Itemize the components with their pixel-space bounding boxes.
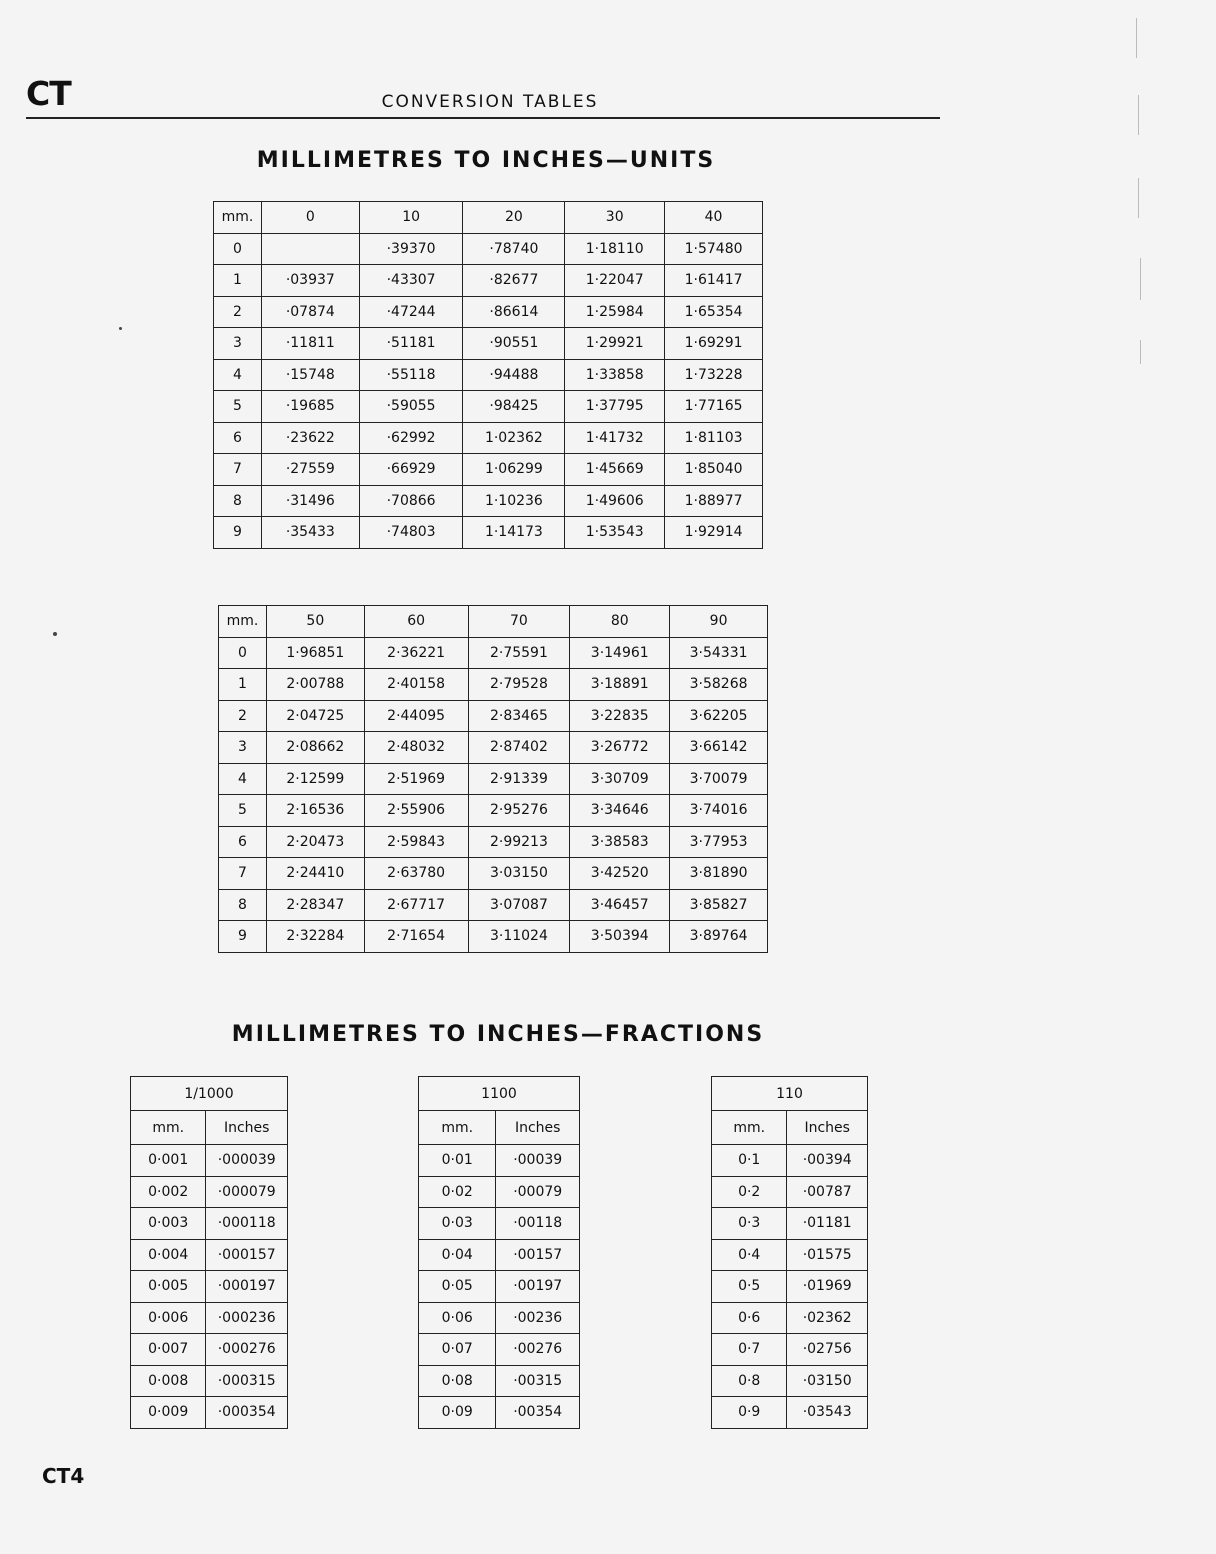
- mm-cell: 0·04: [419, 1239, 496, 1271]
- inch-value-cell: ·86614: [463, 296, 565, 328]
- table-row: [131, 1397, 288, 1429]
- inch-value-cell: ·78740: [463, 233, 565, 265]
- mm-cell: 0·3: [712, 1208, 787, 1240]
- section-code: CT: [26, 74, 71, 113]
- mm-cell: 0·002: [131, 1176, 206, 1208]
- mm-cell: 7: [214, 454, 262, 486]
- inch-value-cell: 2·55906: [364, 795, 468, 827]
- inch-value-cell: 1·22047: [565, 265, 665, 297]
- inch-value-cell: ·98425: [463, 391, 565, 423]
- mm-cell: 0·006: [131, 1302, 206, 1334]
- inch-value-cell: ·59055: [359, 391, 463, 423]
- inch-value-cell: ·00394: [787, 1145, 868, 1177]
- inch-value-cell: 3·14961: [570, 637, 670, 669]
- column-header: 50: [266, 606, 364, 638]
- inch-value-cell: 1·69291: [665, 328, 763, 360]
- scan-margin-mark: [1138, 95, 1139, 135]
- mm-cell: 0: [219, 637, 267, 669]
- inch-value-cell: ·11811: [261, 328, 359, 360]
- column-header-inches: Inches: [787, 1111, 868, 1145]
- inch-value-cell: 2·36221: [364, 637, 468, 669]
- table-row: [131, 1239, 288, 1271]
- mm-cell: 7: [219, 858, 267, 890]
- mm-cell: 0·7: [712, 1334, 787, 1366]
- inch-value-cell: 3·77953: [670, 826, 768, 858]
- inch-value-cell: ·000236: [206, 1302, 288, 1334]
- inch-value-cell: 3·34646: [570, 795, 670, 827]
- mm-cell: 2: [219, 700, 267, 732]
- inch-value-cell: ·62992: [359, 422, 463, 454]
- inch-value-cell: 1·88977: [665, 485, 763, 517]
- mm-cell: 0·4: [712, 1239, 787, 1271]
- column-header: 60: [364, 606, 468, 638]
- running-title: CONVERSION TABLES: [381, 92, 599, 112]
- units-table-50-90: [218, 605, 768, 953]
- table-row: [131, 1271, 288, 1303]
- fraction-table-hundredths: [418, 1076, 580, 1429]
- inch-value-cell: ·23622: [261, 422, 359, 454]
- inch-value-cell: ·00236: [496, 1302, 580, 1334]
- mm-cell: 3: [219, 732, 267, 764]
- inch-value-cell: 2·75591: [468, 637, 570, 669]
- inch-value-cell: 3·03150: [468, 858, 570, 890]
- inch-value-cell: ·51181: [359, 328, 463, 360]
- header-row: [214, 202, 763, 234]
- inch-value-cell: 1·10236: [463, 485, 565, 517]
- inch-value-cell: ·00118: [496, 1208, 580, 1240]
- inch-value-cell: 1·57480: [665, 233, 763, 265]
- column-header-inches: Inches: [496, 1111, 580, 1145]
- inch-value-cell: 1·06299: [463, 454, 565, 486]
- column-header: 0: [261, 202, 359, 234]
- column-header: 30: [565, 202, 665, 234]
- table-row: [131, 1334, 288, 1366]
- table-row: [712, 1365, 868, 1397]
- inch-value-cell: ·31496: [261, 485, 359, 517]
- inch-value-cell: ·07874: [261, 296, 359, 328]
- table-row: [419, 1239, 580, 1271]
- mm-cell: 0·07: [419, 1334, 496, 1366]
- inch-value-cell: 1·49606: [565, 485, 665, 517]
- scan-margin-mark: [1140, 340, 1141, 364]
- scan-speck: [119, 327, 122, 330]
- table-row: [131, 1302, 288, 1334]
- table-row: [131, 1176, 288, 1208]
- inch-value-cell: ·19685: [261, 391, 359, 423]
- inch-value-cell: 2·04725: [266, 700, 364, 732]
- units-table-0-40: [213, 201, 763, 549]
- table-row: [712, 1334, 868, 1366]
- inch-value-cell: ·70866: [359, 485, 463, 517]
- mm-cell: 0·007: [131, 1334, 206, 1366]
- inch-value-cell: 1·14173: [463, 517, 565, 549]
- inch-value-cell: 1·85040: [665, 454, 763, 486]
- inch-value-cell: ·000039: [206, 1145, 288, 1177]
- inch-value-cell: 2·83465: [468, 700, 570, 732]
- mm-cell: 0·09: [419, 1397, 496, 1429]
- inch-value-cell: ·00039: [496, 1145, 580, 1177]
- table-row: [419, 1145, 580, 1177]
- table-row: [419, 1397, 580, 1429]
- inch-value-cell: 3·18891: [570, 669, 670, 701]
- mm-cell: 0·6: [712, 1302, 787, 1334]
- mm-cell: 0·5: [712, 1271, 787, 1303]
- inch-value-cell: ·39370: [359, 233, 463, 265]
- inch-value-cell: 2·91339: [468, 763, 570, 795]
- header-row: [712, 1111, 868, 1145]
- page-number: CT4: [42, 1464, 85, 1488]
- inch-value-cell: ·03150: [787, 1365, 868, 1397]
- table-row: [214, 296, 763, 328]
- column-header: 40: [665, 202, 763, 234]
- inch-value-cell: 2·08662: [266, 732, 364, 764]
- inch-value-cell: 2·71654: [364, 921, 468, 953]
- table-row: [419, 1271, 580, 1303]
- mm-cell: 0·06: [419, 1302, 496, 1334]
- inch-value-cell: ·000079: [206, 1176, 288, 1208]
- inch-value-cell: ·00276: [496, 1334, 580, 1366]
- inch-value-cell: 3·58268: [670, 669, 768, 701]
- mm-cell: 0·1: [712, 1145, 787, 1177]
- inch-value-cell: ·66929: [359, 454, 463, 486]
- header-row: [131, 1111, 288, 1145]
- table-row: [419, 1365, 580, 1397]
- table-row: [219, 732, 768, 764]
- inch-value-cell: 2·24410: [266, 858, 364, 890]
- inch-value-cell: 1·25984: [565, 296, 665, 328]
- inch-value-cell: ·00197: [496, 1271, 580, 1303]
- inch-value-cell: ·01181: [787, 1208, 868, 1240]
- table-row: [219, 763, 768, 795]
- inch-value-cell: 2·48032: [364, 732, 468, 764]
- inch-value-cell: ·02756: [787, 1334, 868, 1366]
- table-row: [419, 1208, 580, 1240]
- inch-value-cell: ·00157: [496, 1239, 580, 1271]
- inch-value-cell: ·01969: [787, 1271, 868, 1303]
- mm-cell: 0·003: [131, 1208, 206, 1240]
- inch-value-cell: 1·81103: [665, 422, 763, 454]
- fraction-caption: 110: [712, 1077, 868, 1111]
- inch-value-cell: ·000118: [206, 1208, 288, 1240]
- inch-value-cell: ·55118: [359, 359, 463, 391]
- inch-value-cell: 1·65354: [665, 296, 763, 328]
- inch-value-cell: 3·26772: [570, 732, 670, 764]
- header-row: [219, 606, 768, 638]
- inch-value-cell: 2·40158: [364, 669, 468, 701]
- table-row: [214, 422, 763, 454]
- inch-value-cell: 3·11024: [468, 921, 570, 953]
- inch-value-cell: 1·77165: [665, 391, 763, 423]
- inch-value-cell: 2·87402: [468, 732, 570, 764]
- inch-value-cell: ·35433: [261, 517, 359, 549]
- column-header-mm: mm.: [131, 1111, 206, 1145]
- units-heading: MILLIMETRES TO INCHES—UNITS: [256, 148, 716, 173]
- mm-cell: 4: [214, 359, 262, 391]
- caption-row: [419, 1077, 580, 1111]
- mm-cell: 0·004: [131, 1239, 206, 1271]
- table-row: [214, 454, 763, 486]
- mm-cell: 0·9: [712, 1397, 787, 1429]
- inch-value-cell: 3·46457: [570, 889, 670, 921]
- inch-value-cell: ·90551: [463, 328, 565, 360]
- mm-cell: 8: [214, 485, 262, 517]
- inch-value-cell: 2·00788: [266, 669, 364, 701]
- inch-value-cell: ·00079: [496, 1176, 580, 1208]
- caption-row: [131, 1077, 288, 1111]
- inch-value-cell: 2·20473: [266, 826, 364, 858]
- table-row: [712, 1239, 868, 1271]
- inch-value-cell: 2·59843: [364, 826, 468, 858]
- column-header: 90: [670, 606, 768, 638]
- inch-value-cell: ·02362: [787, 1302, 868, 1334]
- inch-value-cell: 1·18110: [565, 233, 665, 265]
- mm-cell: 0·03: [419, 1208, 496, 1240]
- mm-cell: 6: [214, 422, 262, 454]
- mm-cell: 1: [214, 265, 262, 297]
- inch-value-cell: ·94488: [463, 359, 565, 391]
- inch-value-cell: 2·99213: [468, 826, 570, 858]
- fraction-table-tenths: [711, 1076, 868, 1429]
- scan-margin-mark: [1136, 18, 1137, 58]
- table-row: [419, 1334, 580, 1366]
- scan-speck: [53, 632, 57, 636]
- fractions-heading: MILLIMETRES TO INCHES—FRACTIONS: [231, 1022, 765, 1047]
- inch-value-cell: ·03937: [261, 265, 359, 297]
- inch-value-cell: 2·16536: [266, 795, 364, 827]
- mm-cell: 4: [219, 763, 267, 795]
- inch-value-cell: 3·22835: [570, 700, 670, 732]
- mm-cell: 0·02: [419, 1176, 496, 1208]
- mm-cell: 1: [219, 669, 267, 701]
- inch-value-cell: ·00787: [787, 1176, 868, 1208]
- inch-value-cell: 1·02362: [463, 422, 565, 454]
- inch-value-cell: 1·29921: [565, 328, 665, 360]
- inch-value-cell: ·000354: [206, 1397, 288, 1429]
- table-row: [214, 391, 763, 423]
- inch-value-cell: 2·95276: [468, 795, 570, 827]
- scan-margin-mark: [1140, 258, 1141, 300]
- table-row: [712, 1208, 868, 1240]
- table-row: [214, 517, 763, 549]
- inch-value-cell: 1·61417: [665, 265, 763, 297]
- inch-value-cell: 3·89764: [670, 921, 768, 953]
- fraction-caption: 1100: [419, 1077, 580, 1111]
- header-rule: [26, 117, 940, 119]
- mm-cell: 0·008: [131, 1365, 206, 1397]
- mm-cell: 0·2: [712, 1176, 787, 1208]
- caption-row: [712, 1077, 868, 1111]
- mm-cell: 5: [219, 795, 267, 827]
- inch-value-cell: ·000157: [206, 1239, 288, 1271]
- inch-value-cell: ·000315: [206, 1365, 288, 1397]
- column-header: mm.: [219, 606, 267, 638]
- table-row: [712, 1145, 868, 1177]
- mm-cell: 5: [214, 391, 262, 423]
- inch-value-cell: 2·79528: [468, 669, 570, 701]
- inch-value-cell: 3·81890: [670, 858, 768, 890]
- table-row: [219, 826, 768, 858]
- mm-cell: 2: [214, 296, 262, 328]
- mm-cell: 6: [219, 826, 267, 858]
- inch-value-cell: ·01575: [787, 1239, 868, 1271]
- inch-value-cell: ·27559: [261, 454, 359, 486]
- column-header: 70: [468, 606, 570, 638]
- inch-value-cell: 2·32284: [266, 921, 364, 953]
- table-row: [131, 1145, 288, 1177]
- column-header: 20: [463, 202, 565, 234]
- inch-value-cell: 3·30709: [570, 763, 670, 795]
- mm-cell: 0·05: [419, 1271, 496, 1303]
- table-row: [419, 1302, 580, 1334]
- mm-cell: 0·009: [131, 1397, 206, 1429]
- inch-value-cell: ·82677: [463, 265, 565, 297]
- inch-value-cell: 1·41732: [565, 422, 665, 454]
- inch-value-cell: 3·38583: [570, 826, 670, 858]
- inch-value-cell: [261, 233, 359, 265]
- fraction-caption: 1/1000: [131, 1077, 288, 1111]
- table-row: [219, 889, 768, 921]
- table-row: [131, 1365, 288, 1397]
- fraction-table-thousandths: [130, 1076, 288, 1429]
- inch-value-cell: 2·28347: [266, 889, 364, 921]
- mm-cell: 0·01: [419, 1145, 496, 1177]
- mm-cell: 9: [219, 921, 267, 953]
- inch-value-cell: 1·37795: [565, 391, 665, 423]
- table-row: [219, 700, 768, 732]
- inch-value-cell: 3·85827: [670, 889, 768, 921]
- inch-value-cell: 1·53543: [565, 517, 665, 549]
- mm-cell: 9: [214, 517, 262, 549]
- inch-value-cell: 2·63780: [364, 858, 468, 890]
- header-row: [419, 1111, 580, 1145]
- inch-value-cell: 3·07087: [468, 889, 570, 921]
- inch-value-cell: 2·51969: [364, 763, 468, 795]
- column-header: 10: [359, 202, 463, 234]
- inch-value-cell: ·00354: [496, 1397, 580, 1429]
- table-row: [219, 669, 768, 701]
- mm-cell: 0: [214, 233, 262, 265]
- table-row: [219, 637, 768, 669]
- inch-value-cell: 1·92914: [665, 517, 763, 549]
- mm-cell: 0·08: [419, 1365, 496, 1397]
- table-row: [131, 1208, 288, 1240]
- table-row: [712, 1302, 868, 1334]
- table-row: [712, 1271, 868, 1303]
- mm-cell: 0·001: [131, 1145, 206, 1177]
- inch-value-cell: 3·70079: [670, 763, 768, 795]
- table-row: [219, 858, 768, 890]
- inch-value-cell: 2·44095: [364, 700, 468, 732]
- inch-value-cell: 2·12599: [266, 763, 364, 795]
- table-row: [214, 328, 763, 360]
- table-row: [712, 1397, 868, 1429]
- inch-value-cell: 2·67717: [364, 889, 468, 921]
- column-header: 80: [570, 606, 670, 638]
- table-row: [219, 795, 768, 827]
- inch-value-cell: ·00315: [496, 1365, 580, 1397]
- inch-value-cell: 3·54331: [670, 637, 768, 669]
- mm-cell: 3: [214, 328, 262, 360]
- inch-value-cell: 3·62205: [670, 700, 768, 732]
- inch-value-cell: 1·33858: [565, 359, 665, 391]
- inch-value-cell: ·74803: [359, 517, 463, 549]
- scan-margin-mark: [1138, 178, 1139, 218]
- table-row: [219, 921, 768, 953]
- inch-value-cell: ·03543: [787, 1397, 868, 1429]
- mm-cell: 0·005: [131, 1271, 206, 1303]
- table-row: [214, 233, 763, 265]
- inch-value-cell: 1·73228: [665, 359, 763, 391]
- inch-value-cell: 1·45669: [565, 454, 665, 486]
- table-row: [214, 485, 763, 517]
- mm-cell: 0·8: [712, 1365, 787, 1397]
- column-header-mm: mm.: [419, 1111, 496, 1145]
- table-row: [214, 265, 763, 297]
- column-header-inches: Inches: [206, 1111, 288, 1145]
- column-header-mm: mm.: [712, 1111, 787, 1145]
- inch-value-cell: 3·42520: [570, 858, 670, 890]
- column-header: mm.: [214, 202, 262, 234]
- inch-value-cell: ·47244: [359, 296, 463, 328]
- table-row: [419, 1176, 580, 1208]
- inch-value-cell: 3·50394: [570, 921, 670, 953]
- inch-value-cell: ·43307: [359, 265, 463, 297]
- mm-cell: 8: [219, 889, 267, 921]
- table-row: [712, 1176, 868, 1208]
- inch-value-cell: 3·74016: [670, 795, 768, 827]
- inch-value-cell: ·000276: [206, 1334, 288, 1366]
- inch-value-cell: 1·96851: [266, 637, 364, 669]
- inch-value-cell: 3·66142: [670, 732, 768, 764]
- inch-value-cell: ·15748: [261, 359, 359, 391]
- inch-value-cell: ·000197: [206, 1271, 288, 1303]
- table-row: [214, 359, 763, 391]
